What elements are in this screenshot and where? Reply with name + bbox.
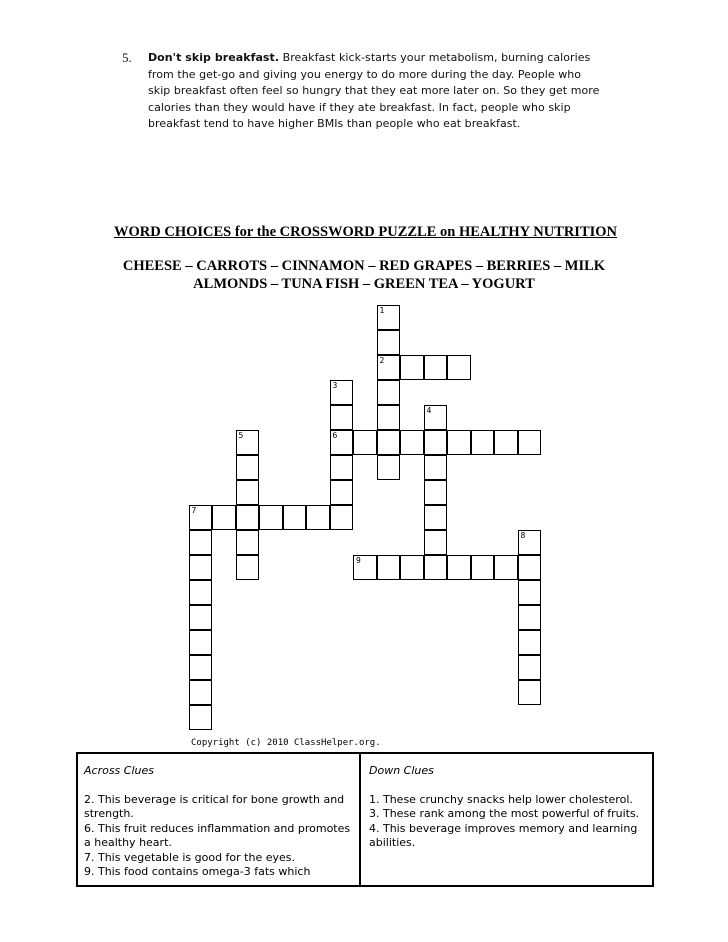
- crossword-cell[interactable]: [189, 705, 213, 730]
- down-clue: 4. This beverage improves memory and learning abilities.: [369, 821, 638, 849]
- across-clue: 6. This fruit reduces inflammation and promotes a healthy heart.: [84, 821, 351, 849]
- down-clue: 3. These rank among the most powerful of fruits.: [369, 807, 640, 820]
- clue-number: 1: [379, 306, 385, 315]
- crossword-cell[interactable]: [377, 305, 401, 330]
- crossword-cell[interactable]: [259, 505, 283, 530]
- crossword-cell[interactable]: [353, 555, 377, 580]
- crossword-cell[interactable]: [494, 555, 518, 580]
- crossword-cell[interactable]: [236, 505, 260, 530]
- intro-line: Breakfast kick-starts your metabolism, burning calories: [279, 51, 591, 64]
- word-choices-line-2: [114, 275, 614, 293]
- crossword-cell[interactable]: [330, 455, 354, 480]
- down-clue: 1. These crunchy snacks help lower cholesterol.: [369, 792, 633, 806]
- crossword-cell[interactable]: [377, 555, 401, 580]
- crossword-cell[interactable]: [471, 430, 495, 455]
- crossword-cell[interactable]: [424, 355, 448, 380]
- intro-line: skip breakfast often feel so hungry that they eat more later on. So they get more: [148, 84, 600, 97]
- crossword-cell[interactable]: [447, 355, 471, 380]
- crossword-cell[interactable]: [518, 555, 542, 580]
- crossword-cell[interactable]: [424, 555, 448, 580]
- crossword-cell[interactable]: [424, 530, 448, 555]
- clue-number: 8: [520, 531, 526, 540]
- crossword-cell[interactable]: [471, 555, 495, 580]
- crossword-cell[interactable]: [189, 680, 213, 705]
- crossword-cell[interactable]: [189, 655, 213, 680]
- crossword-cell[interactable]: [236, 455, 260, 480]
- crossword-cell[interactable]: [518, 530, 542, 555]
- crossword-cell[interactable]: [189, 580, 213, 605]
- intro-paragraph: [122, 50, 662, 133]
- word-choices: [114, 257, 614, 293]
- across-clues-column: [78, 754, 361, 885]
- list-number: 5.: [122, 50, 132, 65]
- crossword-cell[interactable]: [353, 430, 377, 455]
- crossword-cell[interactable]: [518, 605, 542, 630]
- crossword-cell[interactable]: [306, 505, 330, 530]
- crossword-cell[interactable]: [330, 505, 354, 530]
- copyright-notice: Copyright (c) 2010 ClassHelper.org.: [191, 738, 381, 748]
- crossword-cell[interactable]: [377, 455, 401, 480]
- clue-number: 3: [332, 381, 338, 390]
- crossword-cell[interactable]: [330, 405, 354, 430]
- intro-line: breakfast tend to have higher BMIs than people who eat breakfast.: [148, 117, 521, 130]
- crossword-cell[interactable]: [400, 555, 424, 580]
- down-clues-heading: Down Clues: [369, 764, 434, 777]
- crossword-cell[interactable]: [424, 480, 448, 505]
- intro-line: calories than they would have if they ate breakfast. In fact, people who skip: [148, 100, 571, 114]
- across-clue: 7. This vegetable is good for the eyes.: [84, 850, 295, 864]
- word-choices-line-2-text: ALMONDS – TUNA FISH – GREEN TEA – YOGURT: [193, 276, 535, 292]
- across-clue: 2. This beverage is critical for bone growth and strength.: [84, 792, 345, 820]
- crossword-cell[interactable]: [447, 555, 471, 580]
- crossword-cell[interactable]: [330, 430, 354, 455]
- crossword-cell[interactable]: [189, 605, 213, 630]
- clue-number: 9: [356, 556, 361, 565]
- crossword-cell[interactable]: [518, 580, 542, 605]
- crossword-cell[interactable]: [330, 380, 354, 405]
- page-title: WORD CHOICES for the CROSSWORD PUZZLE on HEALTHY NUTRITION: [114, 224, 618, 240]
- crossword-cell[interactable]: [518, 430, 542, 455]
- intro-body: [148, 50, 662, 133]
- crossword-cell[interactable]: [377, 405, 401, 430]
- crossword-cell[interactable]: [447, 430, 471, 455]
- crossword-cell[interactable]: [518, 655, 542, 680]
- clue-number: 2: [379, 356, 385, 365]
- down-clues-column: [361, 754, 652, 885]
- intro-line: from the get-go and giving you energy to do more during the day. People who: [148, 67, 582, 81]
- clue-number: 4: [426, 406, 432, 415]
- crossword-cell[interactable]: [377, 330, 401, 355]
- clue-number: 5: [238, 431, 244, 440]
- crossword-cell[interactable]: [518, 630, 542, 655]
- crossword-cell[interactable]: [330, 480, 354, 505]
- crossword-cell[interactable]: [400, 355, 424, 380]
- crossword-cell[interactable]: [189, 505, 213, 530]
- crossword-cell[interactable]: [283, 505, 307, 530]
- crossword-cell[interactable]: [377, 355, 401, 380]
- crossword-cell[interactable]: [424, 405, 448, 430]
- crossword-cell[interactable]: [189, 530, 213, 555]
- across-clues-heading: Across Clues: [84, 764, 154, 777]
- crossword-cell[interactable]: [400, 430, 424, 455]
- crossword-cell[interactable]: [236, 480, 260, 505]
- crossword-cell[interactable]: [377, 380, 401, 405]
- crossword-cell[interactable]: [424, 430, 448, 455]
- crossword-cell[interactable]: [377, 430, 401, 455]
- crossword-cell[interactable]: [236, 430, 260, 455]
- crossword-cell[interactable]: [494, 430, 518, 455]
- intro-bold-lead: Don't skip breakfast.: [148, 51, 280, 64]
- crossword-cell[interactable]: [189, 630, 213, 655]
- clue-number: 6: [332, 431, 338, 440]
- crossword-cell[interactable]: [212, 505, 236, 530]
- crossword-cell[interactable]: [424, 505, 448, 530]
- word-choices-line-1: CHEESE – CARROTS – CINNAMON – RED GRAPES – BERRIES – MILK: [122, 258, 606, 274]
- crossword-cell[interactable]: [236, 530, 260, 555]
- clue-number: 7: [191, 506, 197, 515]
- crossword-cell[interactable]: [236, 555, 260, 580]
- crossword-cell[interactable]: [518, 680, 542, 705]
- clues-table: [76, 752, 654, 887]
- crossword-cell[interactable]: [424, 455, 448, 480]
- crossword-cell[interactable]: [189, 555, 213, 580]
- across-clue: 9. This food contains omega-3 fats which: [84, 865, 311, 878]
